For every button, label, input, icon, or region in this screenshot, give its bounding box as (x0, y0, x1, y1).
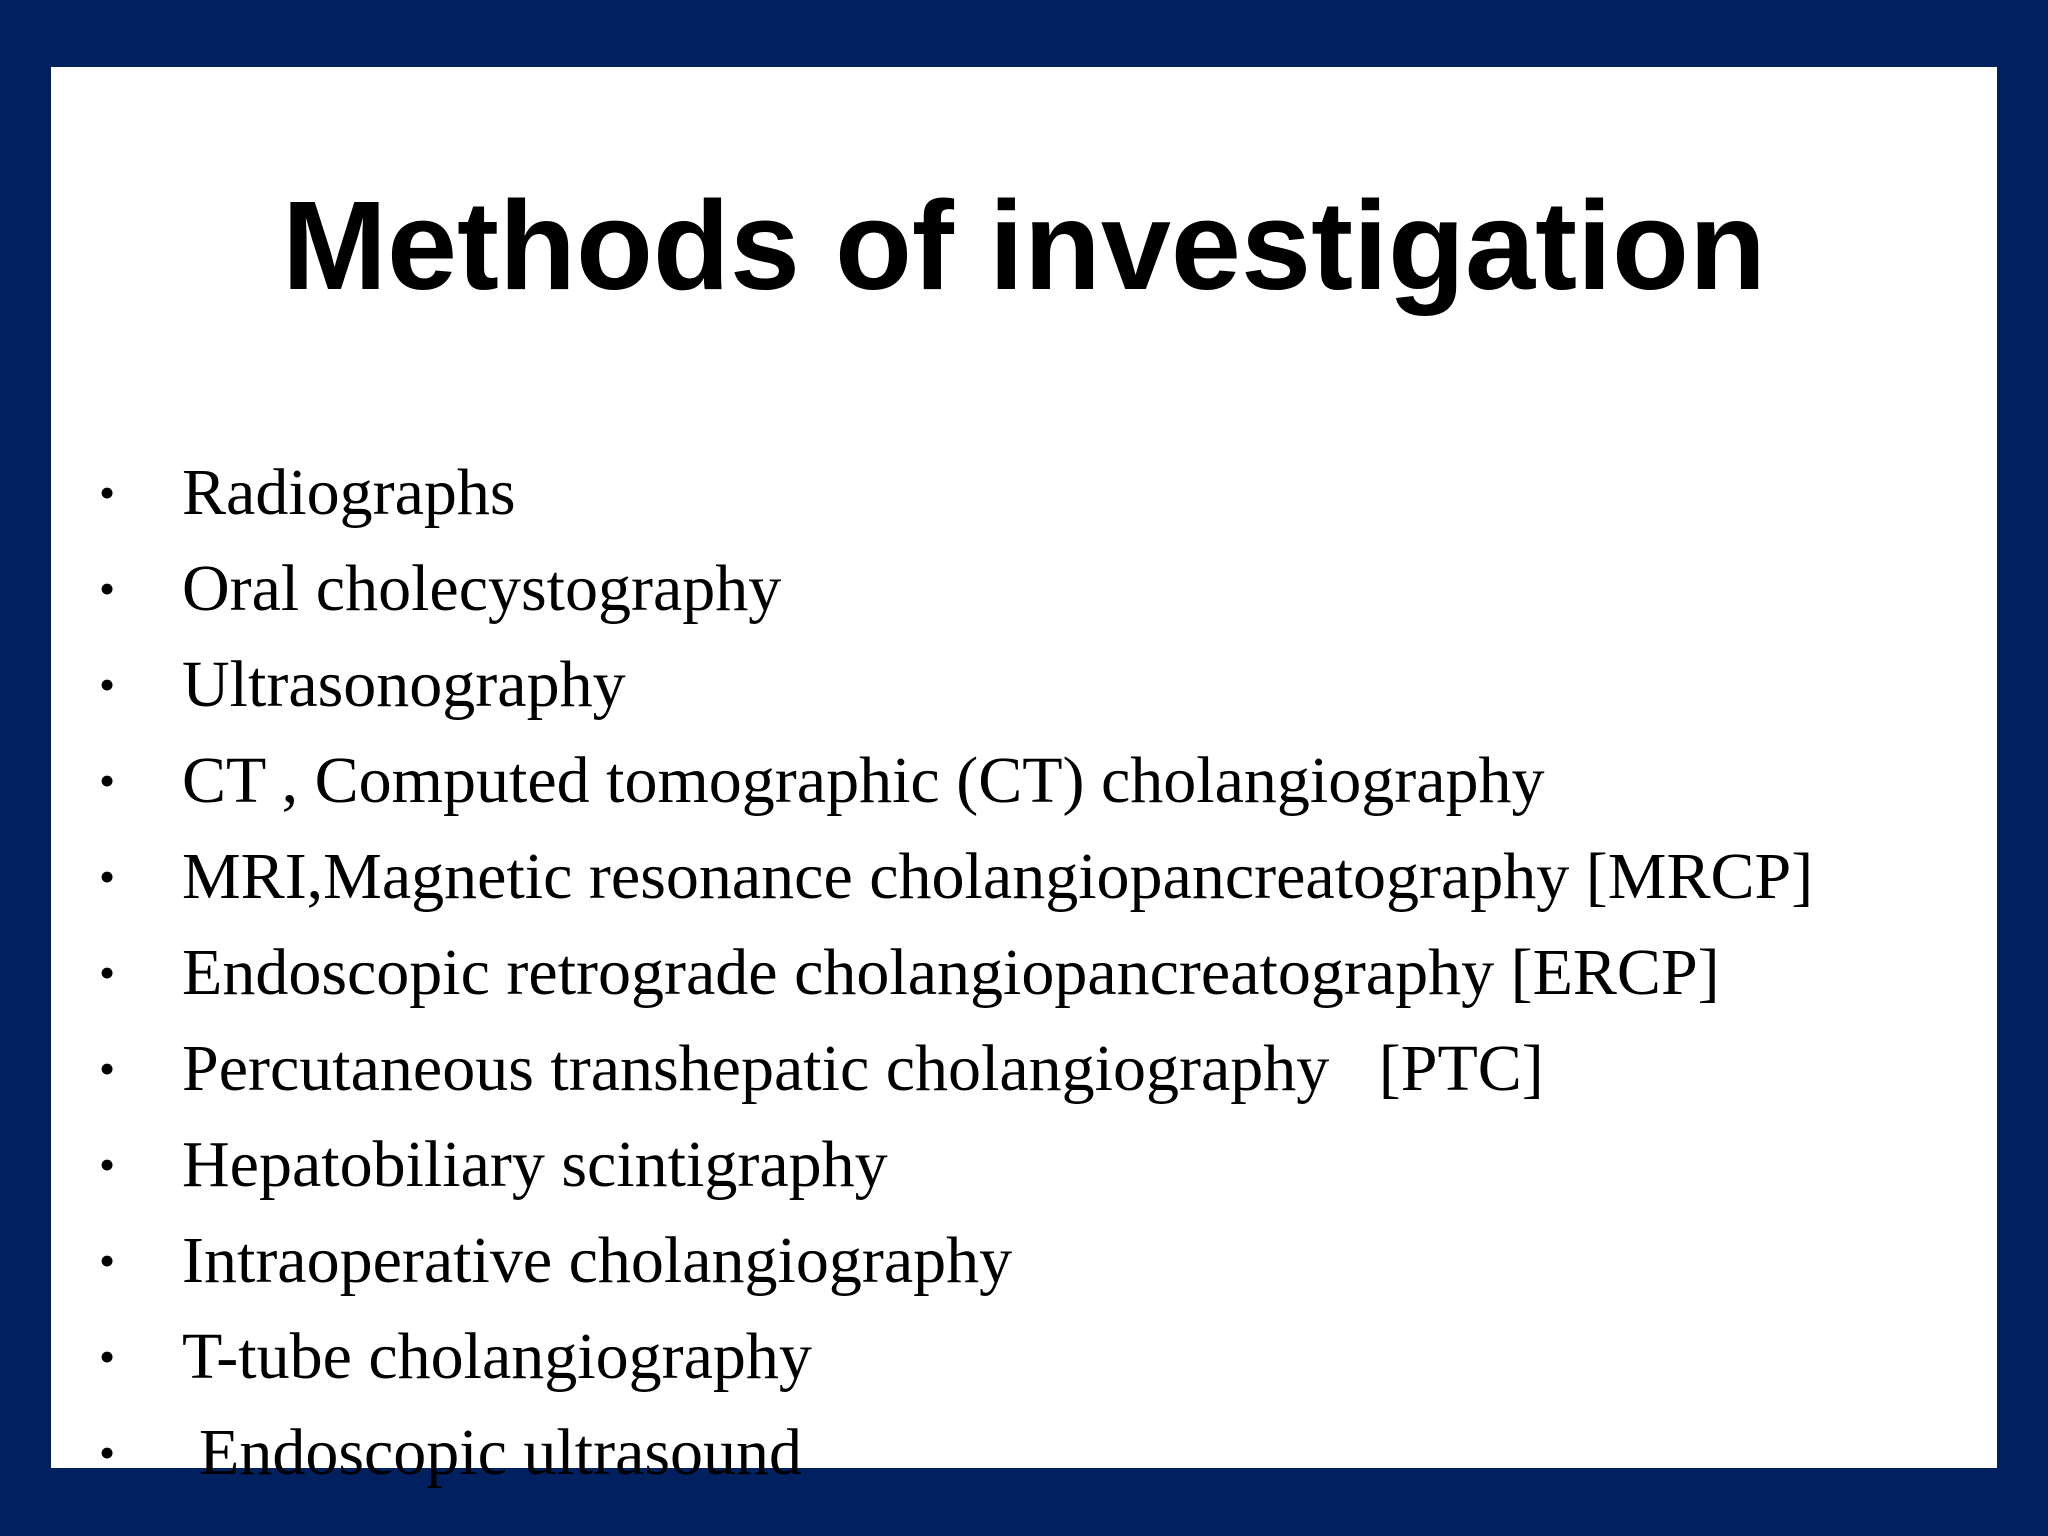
list-item (51, 829, 1997, 925)
list-item-text: Hepatobiliary scintigraphy (182, 1128, 888, 1201)
list-item (51, 1309, 1997, 1405)
bullet-marker: • (99, 851, 116, 902)
list-item-text: Endoscopic ultrasound (199, 1416, 803, 1489)
list-item (51, 1405, 1997, 1501)
bullet-marker: • (99, 947, 116, 998)
list-item-text: Percutaneous transhepatic cholangiography [PTC] (182, 1032, 1544, 1105)
slide-canvas (51, 67, 1997, 1489)
list-item-text: Radiographs (182, 456, 516, 529)
list-item-text: Ultrasonography (182, 648, 626, 721)
bullet-list (51, 67, 1997, 1489)
bullet-marker: • (99, 1427, 116, 1478)
list-item-text: T-tube cholangiography (182, 1320, 812, 1393)
bullet-marker: • (99, 1139, 116, 1190)
list-item (51, 925, 1997, 1021)
list-item (51, 733, 1997, 829)
bullet-marker: • (99, 1331, 116, 1382)
list-item-text: CT , Computed tomographic (CT) cholangiography (182, 744, 1545, 817)
bullet-marker: • (99, 563, 116, 614)
list-item-text: Oral cholecystography (182, 552, 782, 625)
slide-title: Methods of investigation (281, 175, 1766, 316)
list-item (51, 1021, 1997, 1117)
bullet-marker: • (99, 1043, 116, 1094)
bullet-marker: • (99, 755, 116, 806)
list-item-text: MRI,Magnetic resonance cholangiopancreatography [MRCP] (182, 840, 1814, 913)
list-item (51, 1213, 1997, 1309)
bullet-marker: • (99, 659, 116, 710)
list-item (51, 541, 1997, 637)
list-item-text: Intraoperative cholangiography (182, 1224, 1013, 1297)
list-item-text: Endoscopic retrograde cholangiopancreatography [ERCP] (182, 936, 1720, 1009)
list-item (51, 445, 1997, 541)
list-item (51, 1117, 1997, 1213)
bullet-marker: • (99, 467, 116, 518)
list-item (51, 637, 1997, 733)
bullet-marker: • (99, 1235, 116, 1286)
